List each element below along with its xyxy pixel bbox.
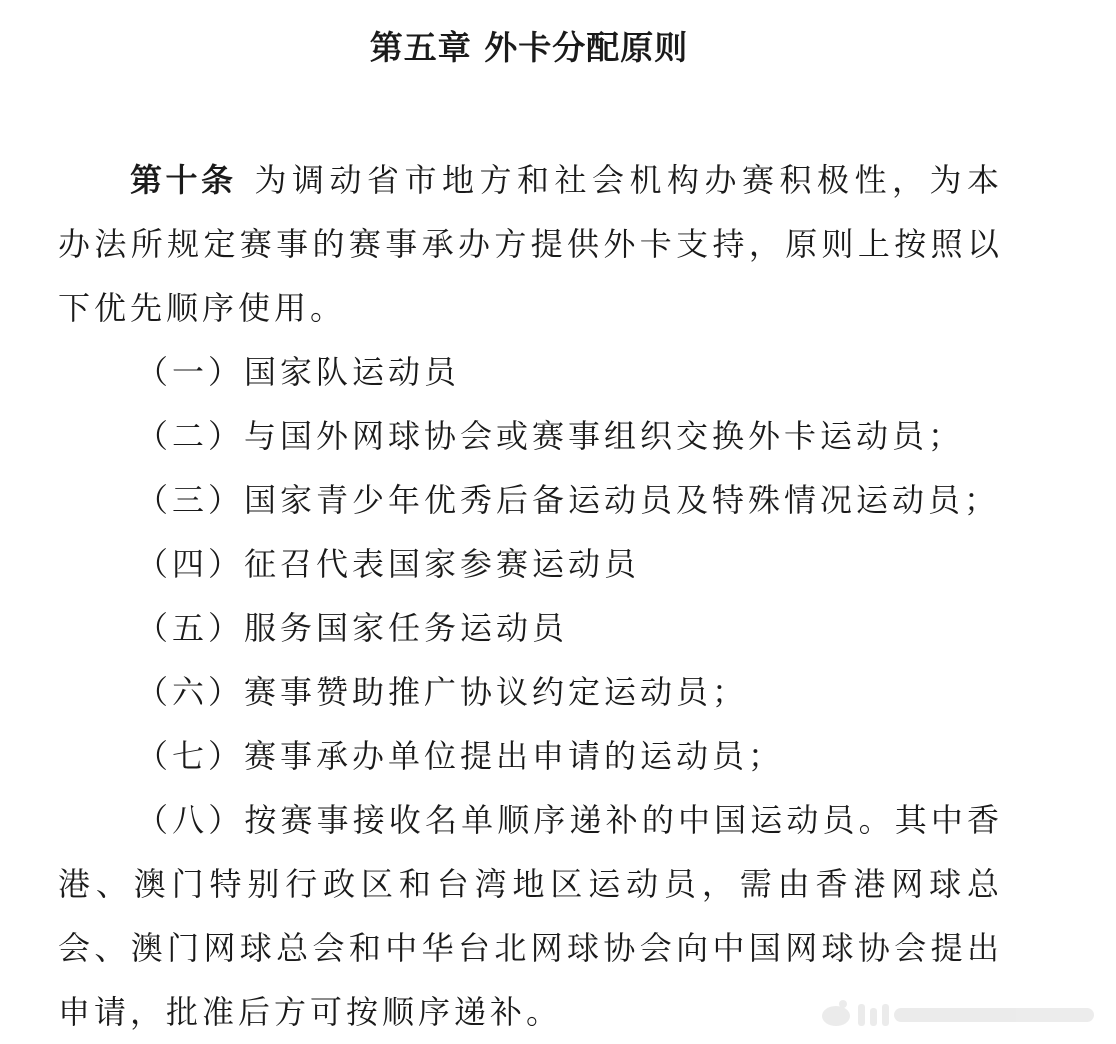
article-paragraph (58, 148, 1003, 340)
list-item-3: （三）国家青少年优秀后备运动员及特殊情况运动员； (136, 481, 1001, 519)
list-item-6: （六）赛事赞助推广协议约定运动员； (136, 673, 749, 711)
list-item-7: （七）赛事承办单位提出申请的运动员； (136, 737, 785, 775)
document-body (58, 148, 1003, 1044)
list-item-5: （五）服务国家任务运动员 (136, 609, 569, 647)
list-item-8: （八）按赛事接收名单顺序递补的中国运动员。其中香港、澳门特别行政区和台湾地区运动员，需由香港网球总会、澳门网球总会和中华台北网球协会向中国网球协会提出申请，批准后方可按顺序递补。 (58, 801, 1003, 1031)
article-label: 第十条 (130, 161, 237, 199)
chapter-title: 第五章 外卡分配原则 (369, 28, 689, 67)
list-item-4: （四）征召代表国家参赛运动员 (136, 545, 641, 583)
article-intro: 为调动省市地方和社会机构办赛积极性，为本办法所规定赛事的赛事承办方提供外卡支持，原则上按照以下优先顺序使用。 (58, 161, 1003, 327)
list-item-1: （一）国家队运动员 (136, 353, 461, 391)
list-item-2: （二）与国外网球协会或赛事组织交换外卡运动员； (136, 417, 965, 455)
weibo-watermark-logo-icon (812, 992, 1102, 1032)
